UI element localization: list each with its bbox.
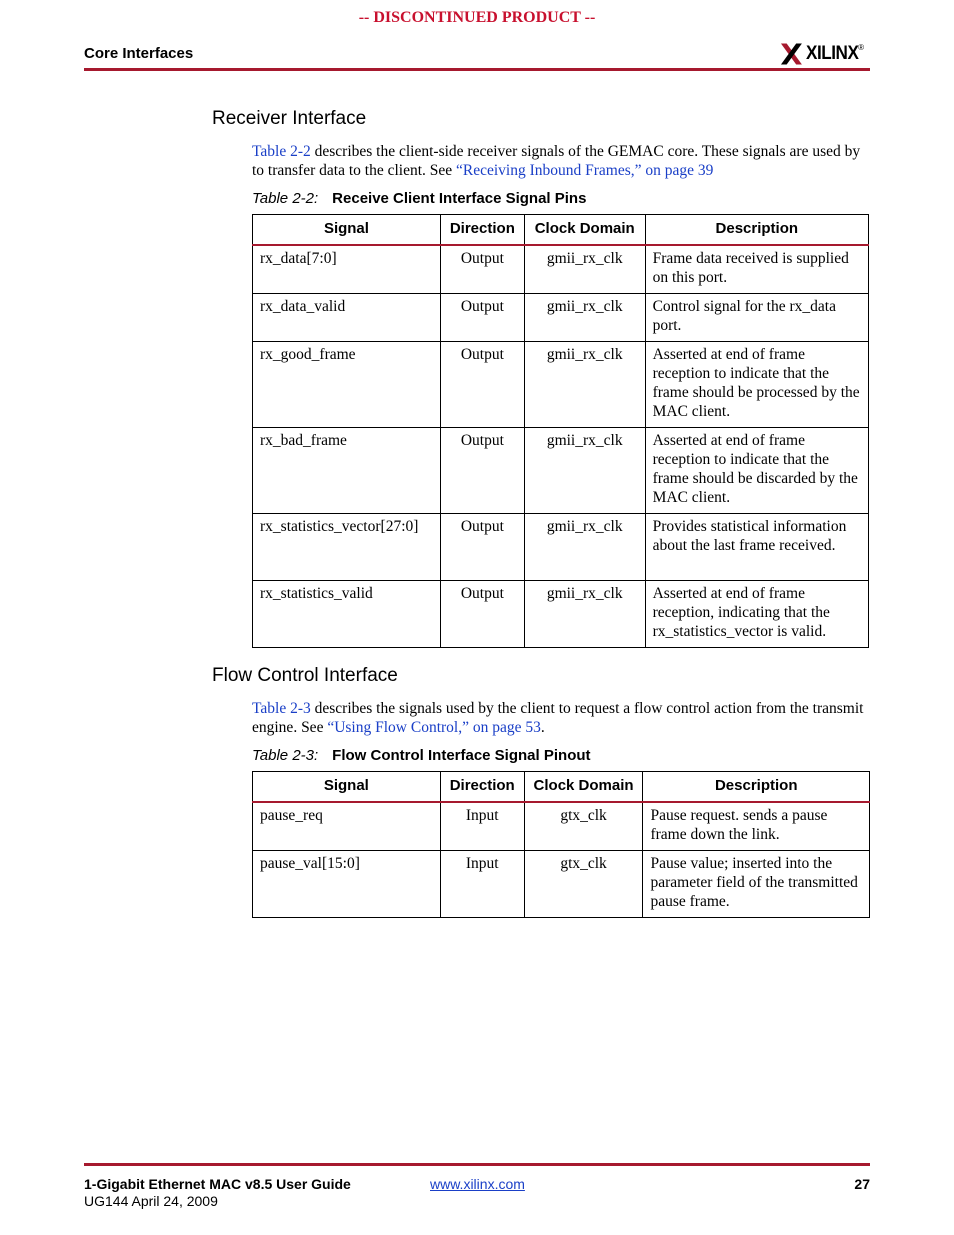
logo-wordmark: XILINX [805,43,859,64]
receiving-inbound-frames-link[interactable]: “Receiving Inbound Frames,” on page 39 [456,162,714,179]
clock-cell: gmii_rx_clk [524,514,645,581]
column-header-description: Description [645,215,868,246]
direction-cell: Output [440,245,524,294]
direction-cell: Input [440,802,524,851]
clock-cell: gmii_rx_clk [524,245,645,294]
direction-cell: Output [440,514,524,581]
column-header-signal: Signal [253,772,441,803]
clock-cell: gmii_rx_clk [524,342,645,428]
description-cell: Pause request. sends a pause frame down the link. [643,802,870,851]
description-cell: Provides statistical information about the last frame received. [645,514,868,581]
page-number: 27 [854,1176,870,1192]
using-flow-control-link[interactable]: “Using Flow Control,” on page 53 [327,719,541,736]
direction-cell: Output [440,428,524,514]
table-row [253,514,869,581]
signal-cell: rx_statistics_valid [253,581,441,648]
clock-cell: gtx_clk [524,802,643,851]
signal-cell: rx_data[7:0] [253,245,441,294]
column-header-clock-domain: Clock Domain [524,215,645,246]
signal-cell: rx_good_frame [253,342,441,428]
caption-title: Flow Control Interface Signal Pinout [332,747,591,764]
table-row [253,802,870,851]
receiver-intro-paragraph [252,142,868,180]
column-header-clock-domain: Clock Domain [524,772,643,803]
receiver-interface-heading: Receiver Interface [212,108,367,129]
table-2-2-caption [252,190,586,207]
flow-control-intro-paragraph [252,699,868,737]
table-header-row [253,772,870,803]
direction-cell: Output [440,342,524,428]
table-row [253,294,869,342]
signal-cell: rx_statistics_vector[27:0] [253,514,441,581]
column-header-signal: Signal [253,215,441,246]
table-row [253,851,870,918]
receive-signal-table [252,214,869,648]
signal-cell: pause_val[15:0] [253,851,441,918]
table-2-2-link[interactable]: Table 2-2 [252,143,311,160]
description-cell: Asserted at end of frame reception to indicate that the frame should be discarded by the MAC client. [645,428,868,514]
description-cell: Control signal for the rx_data port. [645,294,868,342]
table-row [253,245,869,294]
clock-cell: gmii_rx_clk [524,294,645,342]
table-2-3-caption [252,747,591,764]
xilinx-mark-icon [780,42,803,66]
xilinx-logo [780,40,870,68]
description-cell: Asserted at end of frame reception, indicating that the rx_statistics_vector is valid. [645,581,868,648]
flow-intro-text: describes the signals used by the client to request a flow control action from the transmit engine. See [252,700,864,736]
column-header-direction: Direction [440,215,524,246]
table-row [253,428,869,514]
description-cell: Asserted at end of frame reception to indicate that the frame should be processed by the MAC client. [645,342,868,428]
column-header-description: Description [643,772,870,803]
table-row [253,342,869,428]
description-cell: Frame data received is supplied on this port. [645,245,868,294]
clock-cell: gmii_rx_clk [524,428,645,514]
signal-cell: pause_req [253,802,441,851]
footer-guide-title: 1-Gigabit Ethernet MAC v8.5 User Guide [84,1176,351,1192]
receiver-intro-text: describes the client-side receiver signals of the GEMAC core. These signals are used by to transfer data to the client. See [252,143,861,179]
signal-cell: rx_bad_frame [253,428,441,514]
clock-cell: gtx_clk [524,851,643,918]
table-2-3-link[interactable]: Table 2-3 [252,700,311,717]
table-header-row [253,215,869,246]
caption-title: Receive Client Interface Signal Pins [332,190,587,207]
registered-mark: ® [858,42,864,52]
signal-cell: rx_data_valid [253,294,441,342]
clock-cell: gmii_rx_clk [524,581,645,648]
flow-control-interface-heading: Flow Control Interface [212,665,398,686]
caption-number: Table 2-2: [252,190,319,207]
column-header-direction: Direction [440,772,524,803]
table-row [253,581,869,648]
footer-doc-id: UG144 April 24, 2009 [84,1193,218,1209]
caption-number: Table 2-3: [252,747,319,764]
direction-cell: Input [440,851,524,918]
running-header-title: Core Interfaces [84,45,194,62]
direction-cell: Output [440,581,524,648]
description-cell: Pause value; inserted into the parameter field of the transmitted pause frame. [643,851,870,918]
footer-website-link[interactable]: www.xilinx.com [430,1176,525,1192]
footer-rule [84,1163,870,1166]
flow-intro-end: . [540,719,545,736]
header-rule [84,68,870,71]
flow-control-signal-table [252,771,870,918]
direction-cell: Output [440,294,524,342]
discontinued-banner: -- DISCONTINUED PRODUCT -- [358,9,596,26]
